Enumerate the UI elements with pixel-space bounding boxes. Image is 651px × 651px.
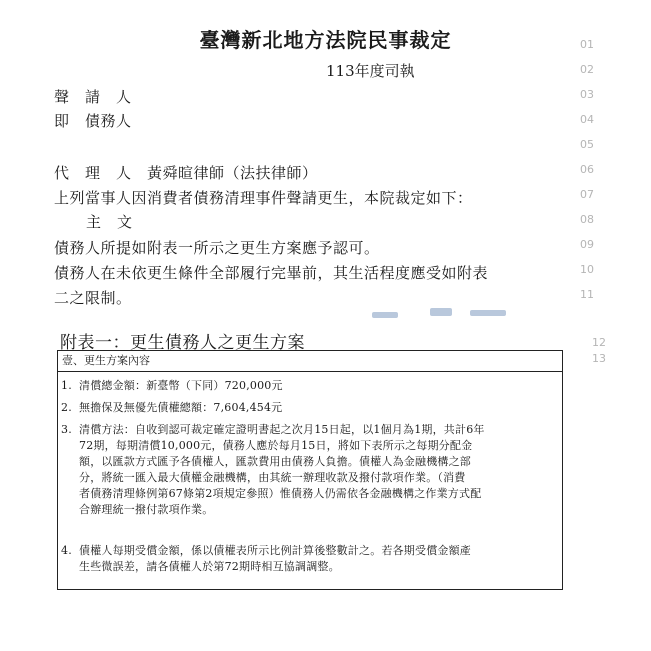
line-number: 02: [580, 63, 594, 76]
document-title: 臺灣新北地方法院民事裁定: [199, 28, 452, 52]
line-number: 08: [580, 213, 594, 226]
item-number: 2.: [61, 401, 72, 414]
item-text: 清償總金額：新臺幣（下同）720,000元: [79, 379, 283, 392]
main-text-heading: 主 文: [86, 213, 133, 231]
ruling-1: 債務人所提如附表一所示之更生方案應予認可。: [54, 239, 380, 257]
ruling-2-line-1: 債務人在未依更生條件全部履行完畢前，其生活程度應受如附表: [54, 264, 489, 282]
item-number: 3.: [61, 423, 72, 436]
attachment-table: [57, 350, 563, 590]
item-text: 無擔保及無優先債權總額：7,604,454元: [79, 401, 283, 414]
item-text: 債權人每期受償金額，係以債權表所示比例計算後整數計之。若各期受償金額產: [79, 544, 471, 557]
line-number: 04: [580, 113, 594, 126]
line-number: 13: [592, 352, 606, 365]
item-number: 1.: [61, 379, 72, 392]
petitioner-label: 聲 請 人: [54, 88, 132, 106]
attachment-title: 附表一：更生債務人之更生方案: [60, 333, 305, 353]
case-number: 113年度司執: [326, 62, 415, 80]
intro-line: 上列當事人因消費者債務清理事件聲請更生，本院裁定如下：: [54, 189, 473, 207]
section-heading: 壹、更生方案內容: [58, 351, 562, 372]
item-text: 生些微誤差，請各債權人於第72期時相互協調調整。: [79, 560, 340, 573]
line-number: 11: [580, 288, 594, 301]
list-item: [61, 378, 283, 394]
ruling-2-line-2: 二之限制。: [54, 289, 132, 307]
agent-line: 代 理 人 黃舜暄律師（法扶律師）: [54, 164, 318, 182]
item-text: 清償方法：自收到認可裁定確定證明書起之次月15日起，以1個月為1期，共計6年: [79, 423, 485, 436]
debtor-label: 即 債務人: [54, 112, 132, 130]
item-text: 分，將統一匯入最大債權金融機構，由其統一辦理收款及撥付款項作業。（消費: [79, 471, 466, 484]
faded-signature-mark: [372, 306, 512, 320]
list-item: [61, 422, 485, 518]
line-number: 10: [580, 263, 594, 276]
item-number: 4.: [61, 544, 72, 557]
list-item: [61, 400, 282, 416]
item-text: 者債務清理條例第67條第2項規定參照）惟債務人仍需依各金融機構之作業方式配: [79, 487, 482, 500]
line-number: 05: [580, 138, 594, 151]
line-number: 07: [580, 188, 594, 201]
item-text: 72期，每期清償10,000元，債務人應於每月15日，將如下表所示之每期分配金: [79, 439, 473, 452]
line-number: 06: [580, 163, 594, 176]
line-number: 03: [580, 88, 594, 101]
item-text: 合辦理統一撥付款項作業。: [79, 503, 214, 516]
line-number: 09: [580, 238, 594, 251]
line-number: 01: [580, 38, 594, 51]
list-item: [61, 543, 471, 575]
line-number: 12: [592, 336, 606, 349]
item-text: 額，以匯款方式匯予各債權人，匯款費用由債務人負擔。債權人為金融機構之部: [79, 455, 471, 468]
